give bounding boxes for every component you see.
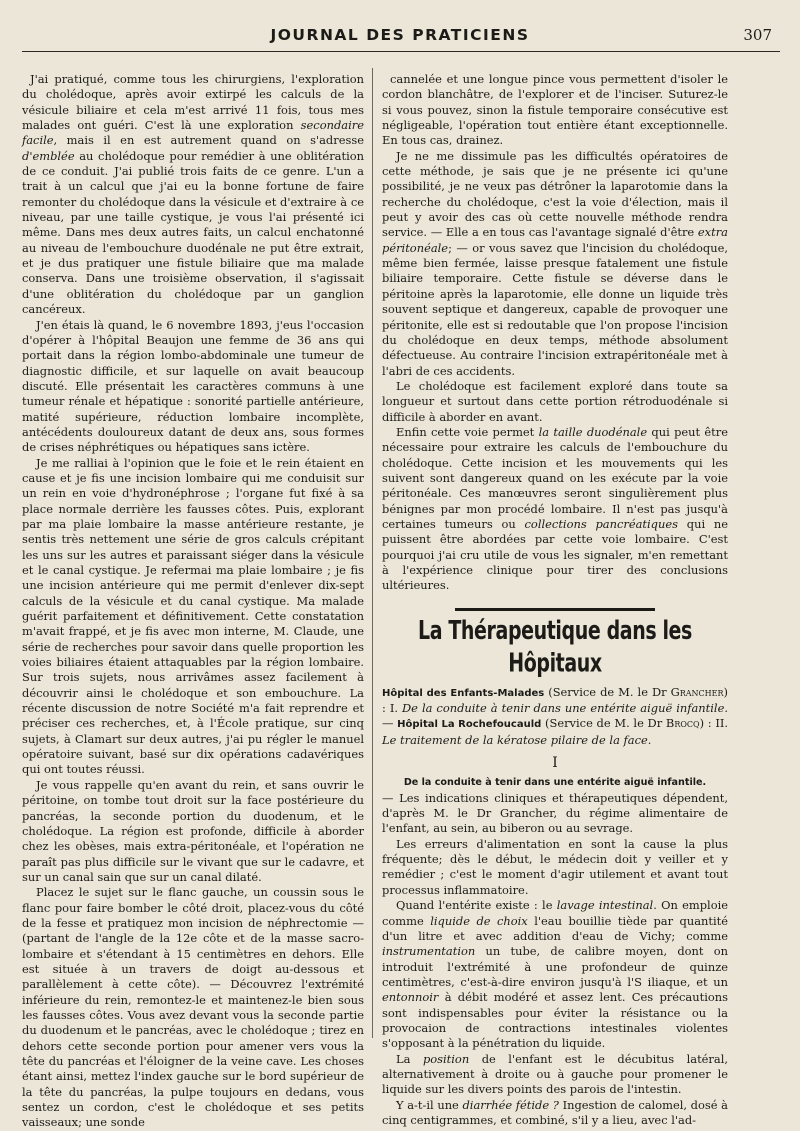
subheading: De la conduite à tenir dans une entérite aiguë infantile. (403, 777, 707, 789)
emphasis: d'emblée (22, 148, 75, 163)
paragraph (22, 72, 364, 318)
emphasis: diarrhée fétide ? (462, 1097, 559, 1112)
text-run: qui peut être nécessaire pour extraire les calculs de l'embouchure du cholédoque. Cette incision et les mouvements qui les suivent sont dangereux quand on les exécute par la voie péritonéale. Ces manœuvres seront singulièrement plus bénignes par mon procédé lombaire. Il n'est pas jusqu'à certaines tumeurs ou (382, 424, 729, 531)
text-run: Enfin cette voie permet (396, 424, 535, 439)
text-run: (Service de M. le Dr (548, 684, 667, 699)
right-column (382, 72, 728, 1128)
emphasis: lavage intestinal (556, 898, 654, 913)
text-run: Quand l'entérite existe : le (396, 898, 553, 913)
column-divider (372, 68, 373, 1038)
paragraph (382, 1098, 728, 1129)
section-rule (455, 608, 655, 611)
paragraph (382, 425, 728, 594)
text-run: de l'enfant est le décubitus latéral, alternativement à droite ou à gauche pour promener le liquide sur les divers points des parois de l'intestin. (382, 1051, 729, 1097)
paragraph: Le cholédoque est facilement exploré dans toute sa longueur et surtout dans cette portion rétroduodénale si difficile à aborder en avant. (382, 378, 728, 424)
item-title: Le traitement de la kératose pilaire de la face. (382, 732, 652, 747)
text-run: J'ai pratiqué, comme tous les chirurgiens, l'exploration du cholédoque, après avoir extirpé les calculs de la vésicule biliaire et cela m'est arrivé 11 fois, tous mes malades ont guéri. C'est là une exploration (22, 72, 364, 133)
text-run: ; — or vous savez que l'incision du cholédoque, même bien fermée, laisse presque fatalement une fistule biliaire temporaire. Cette fistule se déverse dans le péritoine après la laparotomie, elle donne un liquide très souvent septique et dangereux, capable de provoquer une péritonite, elle est si redoutable que l'on propose l'incision du cholédoque en deux temps, méthode absolument défectueuse. Au contraire l'incision extrapéritonéale met à l'abri de ces accidents. (382, 240, 728, 378)
paragraph: — Les indications cliniques et thérapeutiques dépendent, d'après M. le Dr Grancher, du régime alimentaire de l'enfant, au sein, au biberon ou au sevrage. (382, 790, 728, 836)
emphasis: liquide de choix (430, 913, 528, 928)
text-run: l'eau bouillie tiède par quantité d'un litre et avec addition d'eau de Vichy; comme (382, 913, 729, 943)
text-run: La (396, 1051, 411, 1066)
running-title: JOURNAL DES PRATICIENS (270, 26, 530, 44)
text-run: . On emploie comme (382, 898, 729, 928)
text-run: — (382, 716, 394, 731)
section-heading: La Thérapeutique dans les Hôpitaux (418, 615, 692, 678)
paragraph: Placez le sujet sur le flanc gauche, un coussin sous le flanc pour faire bomber le côté droit, placez-vous du côté de la fesse et pratiquez mon incision de néphrectomie — (partant de l'angle de la 12e côte et de la masse sacro-lombaire et s'étendant à 15 centimètres en dehors. Elle est située à un travers de doigt au-dessous et parallèlement à cette côte). — Découvrez l'extrémité inférieure du rein, remontez-le et maintenez-le bien sous les fausses côtes. Vous avez devant vous la seconde partie du duodenum et le pancréas, avec le cholédoque ; tirez en dehors cette seconde portion pour amener vers vous la tête du pancréas et l'éloigner de la veine cave. Les choses étant ainsi, mettez l'index gauche sur le bord supérieur de la tête du pancréas, la pulpe toujours en dedans, vous sentez un cordon, c'est le cholédoque et ses petits vaisseaux; une sonde (22, 885, 364, 1130)
emphasis: entonnoir (382, 990, 439, 1005)
emphasis: extra péritonéale (382, 225, 728, 255)
paragraph (382, 1052, 728, 1098)
text-run: , mais il en est autrement quand on s'adresse (53, 133, 364, 148)
text-run: ) : (382, 684, 728, 716)
paragraph: Je me ralliai à l'opinion que le foie et le rein étaient en cause et je fis une incision lombaire qui me conduisit sur un rein en voie d'hydronéphrose ; l'organe fut fixé à sa place normale derrière les fausses côtes. Puis, explorant par ma plaie lombaire la masse antérieure restante, je sentis très nettement une série de gros calculs crépitant les uns sur les autres et paraissant siéger dans la vésicule et le canal cystique. Je refermai ma plaie lombaire ; je fis une incision antérieure qui me permit d'enlever dix-sept calculs de la vésicule et du canal cystique. Ma malade guérit parfaitement et définitivement. Cette constatation m'avait frappé, et je fis avec mon interne, M. Claude, une série de recherches pour savoir dans quelle proportion les voies biliaires étaient attaquables par la région lombaire. Sur trois sujets, nous arrivâmes assez facilement à découvrir ainsi le cholédoque et son embouchure. La récente discussion de notre Société m'a fait reprendre et préciser ces recherches, et, à l'École pratique, sur cinq sujets, à Clamart sur deux autres, j'ai pu régler le manuel opératoire suivant, basé sur dix opérations cadavériques qui ont toutes réussi. (22, 455, 364, 777)
paragraph (382, 898, 728, 1051)
text-run: Je ne me dissimule pas les difficultés opératoires de cette méthode, je sais que je ne présente ici qu'une possibilité, je ne veux pas détrôner la laparotomie dans la recherche du cholédoque, c'est la voie d'élection, mais il peut y avoir des cas où cette nouvelle méthode rendra service. — Elle a en tous cas l'avantage signalé d'être (382, 148, 728, 240)
text-run: qui ne puissent être abordées par cette voie lombaire. C'est pourquoi j'ai cru utile de vous les signaler, m'en remettant à l'expérience clinique pour tirer des conclusions ultérieures. (382, 516, 729, 593)
emphasis: instrumentation (382, 944, 476, 959)
item-title: De la conduite à tenir dans une entérite aiguë infantile. (402, 701, 728, 716)
item-number: II. (715, 716, 729, 731)
text-run: Ingestion de calomel, dosé à cinq centigrammes, et combiné, s'il y a lieu, avec l'ad- (382, 1097, 728, 1127)
left-column (22, 72, 364, 1131)
doctor-name: Brocq (665, 716, 700, 731)
hospital-summary (382, 685, 728, 748)
text-run: un tube, de calibre moyen, dont on introduit l'extrémité à une profondeur de quinze centimètres, c'est-à-dire environ jusqu'à l'S iliaque, et un (382, 944, 729, 989)
text-run: au cholédoque pour remédier à une oblitération de ce conduit. J'ai publié trois faits de ce genre. L'un a trait à un calcul que j'ai eu la bonne fortune de faire remonter du cholédoque dans la vésicule et d'extraire à ce niveau, par une taille cystique, je vous l'ai présenté ici même. Dans mes deux autres faits, un calcul enchatonné au niveau de l'embouchure duodénale ne put être extrait, et je dus pratiquer une fistule biliaire que ma malade conserva. Dans une troisième observation, il s'agissait d'une oblitération du cholédoque par un ganglion cancéreux. (22, 148, 364, 317)
text-run: (Service de M. le Dr (545, 716, 663, 731)
paragraph (382, 149, 728, 379)
paragraph: Les erreurs d'alimentation en sont la cause la plus fréquente; dès le début, le médecin doit y veiller et y remédier ; c'est le moment d'agir utilement et avant tout processus inflammatoire. (382, 836, 728, 897)
roman-numeral: I (552, 755, 558, 772)
page-number: 307 (743, 26, 772, 44)
emphasis: secondaire facile (22, 118, 364, 148)
paragraph: J'en étais là quand, le 6 novembre 1893, j'eus l'occasion d'opérer à l'hôpital Beaujon une femme de 36 ans qui portait dans la région lombo-abdominale une tumeur de diagnostic difficile, et sur laquelle on avait beaucoup discuté. Elle présentait les caractères communs à une tumeur rénale et hépatique : sonorité partielle antérieure, matité supérieure, réduction lombaire incomplète, antécédents douloureux datant de deux ans, sous formes de crises néphrétiques ou hépatiques sans ictère. (22, 317, 364, 455)
paragraph: cannelée et une longue pince vous permettent d'isoler le cordon blanchâtre, de l'explorer et de l'inciser. Suturez-le si vous pouvez, sinon la fistule temporaire consécutive est négligeable, l'opération tout entière étant exceptionnelle. En tous cas, drainez. (382, 72, 728, 148)
emphasis: la taille duodénale (538, 424, 648, 439)
item-number: I. (389, 701, 399, 716)
emphasis: position (422, 1051, 470, 1066)
text-run: ) : (699, 716, 712, 731)
emphasis: collections pancréatiques (524, 516, 678, 531)
header-rule (22, 51, 780, 52)
hospital-name: Hôpital des Enfants-Malades (382, 687, 545, 699)
text-run: Y a-t-il une (396, 1097, 459, 1112)
page-header (20, 26, 780, 48)
text-run: à débit modéré et assez lent. Ces précautions sont indispensables pour éviter la résistance ou la provocaion de contractions intestinales violentes s'opposant à la pénétration du liquide. (382, 990, 728, 1051)
hospital-name: Hôpital La Rochefoucauld (397, 719, 542, 731)
paragraph: Je vous rappelle qu'en avant du rein, et sans ouvrir le péritoine, on tombe tout droit sur la face postérieure du pancréas, la seconde portion du duodenum, et le cholédoque. La région est profonde, difficile à aborder chez les obèses, mais extra-péritonéale, et l'opération ne paraît pas plus difficile sur le vivant que sur le cadavre, et sur un canal sain que sur un canal dilaté. (22, 777, 364, 884)
doctor-name: Grancher (670, 684, 724, 699)
